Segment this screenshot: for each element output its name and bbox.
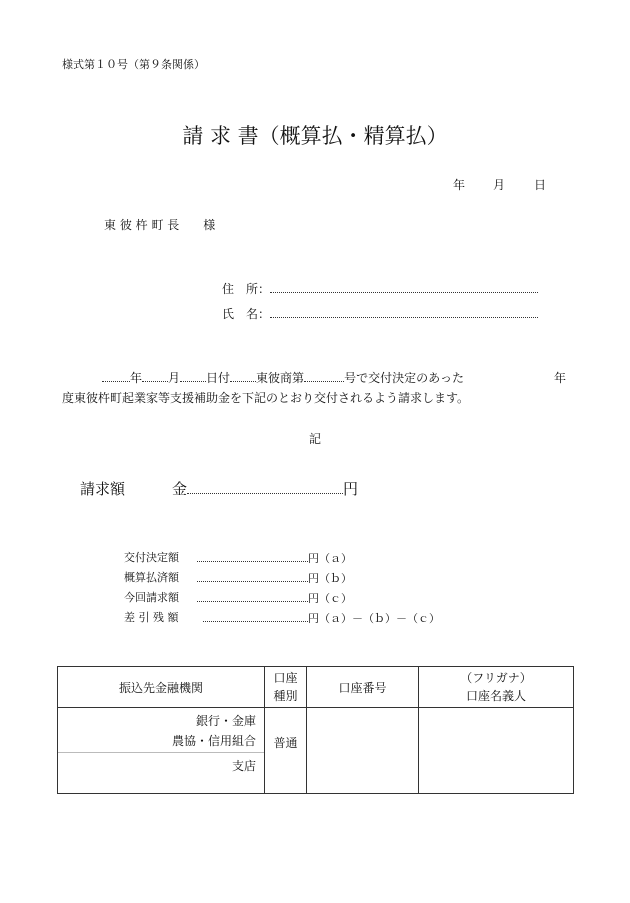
breakdown-label-3: 差 引 残 額 xyxy=(124,611,179,624)
bank-header-holder: （フリガナ） 口座名義人 xyxy=(419,667,574,708)
page-title: 請 求 書（概算払・精算払） xyxy=(182,124,448,148)
date-year: 年 xyxy=(453,178,466,192)
account-number-cell[interactable] xyxy=(307,708,419,794)
doc-date-field[interactable] xyxy=(230,369,256,382)
body-line-2: 度東彼杵町起業家等支援補助金を下記のとおり交付されるよう請求します。 xyxy=(62,391,470,405)
address-row xyxy=(222,280,538,297)
day-label: 日付 xyxy=(206,371,231,385)
name-row xyxy=(222,305,538,322)
month-label: 月 xyxy=(168,371,181,385)
addressee: 東 彼 杵 町 長 様 xyxy=(104,218,216,232)
breakdown-field-2[interactable] xyxy=(197,589,308,602)
doc-prefix: 東彼商第 xyxy=(256,371,305,385)
breakdown-field-1[interactable] xyxy=(197,569,308,582)
month-field[interactable] xyxy=(142,369,168,382)
claim-amount-field[interactable] xyxy=(187,479,343,494)
breakdown-label-2: 今回請求額 xyxy=(124,591,179,604)
date-day: 日 xyxy=(534,178,547,192)
name-label: 氏 名： xyxy=(222,307,271,321)
bank-header-institution: 振込先金融機関 xyxy=(58,667,265,708)
form-number: 様式第１０号（第９条関係） xyxy=(62,58,205,71)
claim-row xyxy=(172,478,358,499)
doc-number-field[interactable] xyxy=(304,369,344,382)
breakdown-row-0: 円（ａ） xyxy=(197,549,352,566)
breakdown-label-0: 交付決定額 xyxy=(124,551,179,564)
date-month: 月 xyxy=(493,178,506,192)
breakdown-row-2: 円（ｃ） xyxy=(197,589,352,606)
breakdown-label-1: 概算払済額 xyxy=(124,571,179,584)
bank-line-1: 銀行・金庫 xyxy=(195,714,256,728)
claim-yen: 円 xyxy=(343,480,359,498)
ki-heading: 記 xyxy=(309,432,322,446)
address-label: 住 所： xyxy=(222,282,271,296)
year-field[interactable] xyxy=(102,369,130,382)
claim-kin: 金 xyxy=(172,480,188,498)
breakdown-row-1: 円（ｂ） xyxy=(197,569,352,586)
bank-line-2: 農協・信用組合 xyxy=(171,734,256,748)
doc-suffix: 号で交付決定のあった xyxy=(344,371,464,385)
claim-label: 請求額 xyxy=(80,480,126,498)
address-field[interactable] xyxy=(270,280,538,293)
bank-header-type: 口座 種別 xyxy=(265,667,307,708)
bank-table xyxy=(57,666,574,794)
name-field[interactable] xyxy=(270,305,538,318)
breakdown-field-0[interactable] xyxy=(197,549,308,562)
breakdown-row-3: 円（ａ）－（ｂ）－（ｃ） xyxy=(203,609,440,626)
body-year-2: 年 xyxy=(554,371,567,385)
account-holder-cell[interactable] xyxy=(419,708,574,794)
account-type-cell[interactable]: 普通 xyxy=(265,708,307,794)
bank-institution-cell[interactable] xyxy=(58,708,265,794)
breakdown-field-3[interactable] xyxy=(203,609,308,622)
body-line-1 xyxy=(102,369,464,386)
year-label: 年 xyxy=(130,371,143,385)
day-field[interactable] xyxy=(180,369,206,382)
branch-label: 支店 xyxy=(231,759,256,773)
bank-header-number: 口座番号 xyxy=(307,667,419,708)
